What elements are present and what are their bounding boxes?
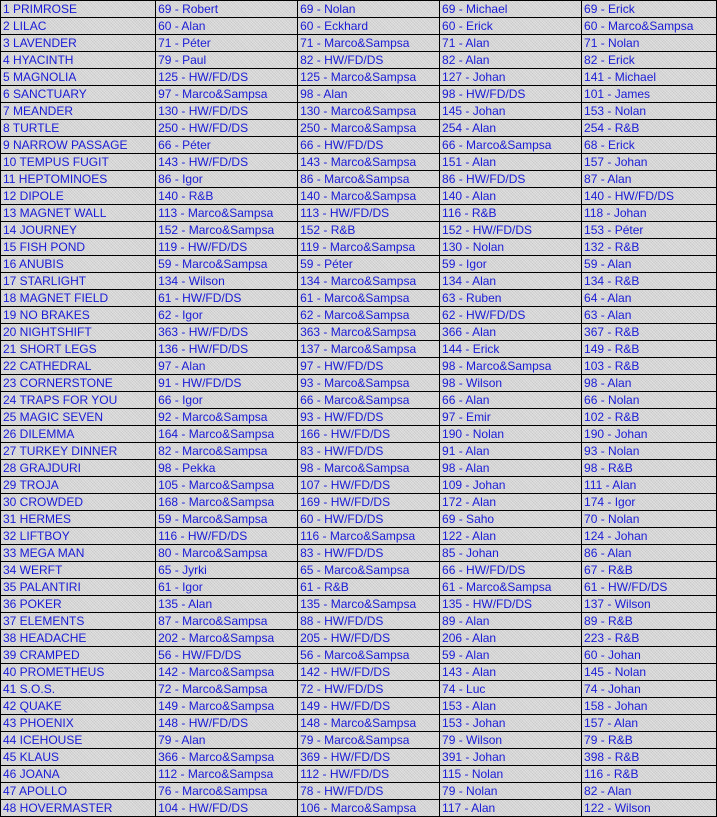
- score-cell-fourth-place: 157 - Alan: [582, 715, 716, 731]
- score-cell-second-place: 71 - Marco&Sampsa: [298, 35, 439, 51]
- score-cell-fourth-place: 74 - Johan: [582, 681, 716, 697]
- table-row: [1, 698, 716, 714]
- score-cell-fourth-place: 93 - Nolan: [582, 443, 716, 459]
- score-cell-second-place: 113 - HW/FD/DS: [298, 205, 439, 221]
- score-cell-fourth-place: 124 - Johan: [582, 528, 716, 544]
- score-cell-first-place: 66 - Igor: [156, 392, 297, 408]
- score-cell-first-place: 250 - HW/FD/DS: [156, 120, 297, 136]
- score-cell-fourth-place: 158 - Johan: [582, 698, 716, 714]
- score-cell-first-place: 79 - Paul: [156, 52, 297, 68]
- table-row: [1, 511, 716, 527]
- score-cell-fourth-place: 63 - Alan: [582, 307, 716, 323]
- level-name-cell: 35 PALANTIRI: [1, 579, 155, 595]
- score-cell-first-place: 112 - Marco&Sampsa: [156, 766, 297, 782]
- score-cell-fourth-place: 71 - Nolan: [582, 35, 716, 51]
- score-cell-fourth-place: 174 - Igor: [582, 494, 716, 510]
- score-cell-second-place: 65 - Marco&Sampsa: [298, 562, 439, 578]
- level-name-cell: 33 MEGA MAN: [1, 545, 155, 561]
- level-name-cell: 4 HYACINTH: [1, 52, 155, 68]
- level-name-cell: 14 JOURNEY: [1, 222, 155, 238]
- score-cell-first-place: 69 - Robert: [156, 1, 297, 17]
- score-cell-fourth-place: 367 - R&B: [582, 324, 716, 340]
- score-cell-third-place: 153 - Johan: [440, 715, 581, 731]
- table-row: [1, 307, 716, 323]
- score-cell-fourth-place: 254 - R&B: [582, 120, 716, 136]
- level-name-cell: 43 PHOENIX: [1, 715, 155, 731]
- score-cell-second-place: 166 - HW/FD/DS: [298, 426, 439, 442]
- level-name-cell: 23 CORNERSTONE: [1, 375, 155, 391]
- table-row: [1, 409, 716, 425]
- score-cell-first-place: 104 - HW/FD/DS: [156, 800, 297, 816]
- table-row: [1, 443, 716, 459]
- score-cell-second-place: 205 - HW/FD/DS: [298, 630, 439, 646]
- level-name-cell: 48 HOVERMASTER: [1, 800, 155, 816]
- table-row: [1, 800, 716, 816]
- score-cell-first-place: 71 - Péter: [156, 35, 297, 51]
- table-row: [1, 630, 716, 646]
- table-row: [1, 749, 716, 765]
- score-cell-fourth-place: 61 - HW/FD/DS: [582, 579, 716, 595]
- score-cell-second-place: 60 - Eckhard: [298, 18, 439, 34]
- score-cell-fourth-place: 134 - R&B: [582, 273, 716, 289]
- level-name-cell: 25 MAGIC SEVEN: [1, 409, 155, 425]
- score-cell-second-place: 97 - HW/FD/DS: [298, 358, 439, 374]
- score-cell-second-place: 148 - Marco&Sampsa: [298, 715, 439, 731]
- table-row: [1, 562, 716, 578]
- score-cell-third-place: 69 - Saho: [440, 511, 581, 527]
- score-cell-fourth-place: 116 - R&B: [582, 766, 716, 782]
- score-cell-fourth-place: 157 - Johan: [582, 154, 716, 170]
- score-cell-first-place: 79 - Alan: [156, 732, 297, 748]
- table-row: [1, 18, 716, 34]
- level-name-cell: 45 KLAUS: [1, 749, 155, 765]
- level-name-cell: 5 MAGNOLIA: [1, 69, 155, 85]
- level-name-cell: 39 CRAMPED: [1, 647, 155, 663]
- score-cell-third-place: 366 - Alan: [440, 324, 581, 340]
- score-cell-third-place: 61 - Marco&Sampsa: [440, 579, 581, 595]
- score-cell-third-place: 98 - Marco&Sampsa: [440, 358, 581, 374]
- score-cell-second-place: 135 - Marco&Sampsa: [298, 596, 439, 612]
- score-cell-third-place: 109 - Johan: [440, 477, 581, 493]
- table-row: [1, 120, 716, 136]
- score-cell-first-place: 56 - HW/FD/DS: [156, 647, 297, 663]
- level-name-cell: 30 CROWDED: [1, 494, 155, 510]
- score-cell-third-place: 74 - Luc: [440, 681, 581, 697]
- score-cell-fourth-place: 82 - Alan: [582, 783, 716, 799]
- table-row: [1, 783, 716, 799]
- level-name-cell: 44 ICEHOUSE: [1, 732, 155, 748]
- score-cell-first-place: 59 - Marco&Sampsa: [156, 256, 297, 272]
- score-cell-second-place: 86 - Marco&Sampsa: [298, 171, 439, 187]
- level-name-cell: 16 ANUBIS: [1, 256, 155, 272]
- score-cell-fourth-place: 66 - Nolan: [582, 392, 716, 408]
- score-cell-first-place: 152 - Marco&Sampsa: [156, 222, 297, 238]
- table-row: [1, 579, 716, 595]
- score-cell-third-place: 151 - Alan: [440, 154, 581, 170]
- score-cell-second-place: 152 - R&B: [298, 222, 439, 238]
- score-cell-second-place: 93 - HW/FD/DS: [298, 409, 439, 425]
- score-cell-second-place: 79 - Marco&Sampsa: [298, 732, 439, 748]
- score-cell-fourth-place: 67 - R&B: [582, 562, 716, 578]
- score-cell-second-place: 83 - HW/FD/DS: [298, 443, 439, 459]
- score-cell-fourth-place: 132 - R&B: [582, 239, 716, 255]
- level-name-cell: 19 NO BRAKES: [1, 307, 155, 323]
- level-name-cell: 32 LIFTBOY: [1, 528, 155, 544]
- table-row: [1, 188, 716, 204]
- score-cell-third-place: 135 - HW/FD/DS: [440, 596, 581, 612]
- score-cell-fourth-place: 82 - Erick: [582, 52, 716, 68]
- table-row: [1, 664, 716, 680]
- score-cell-third-place: 98 - Alan: [440, 460, 581, 476]
- table-row: [1, 528, 716, 544]
- score-cell-fourth-place: 64 - Alan: [582, 290, 716, 306]
- score-cell-third-place: 172 - Alan: [440, 494, 581, 510]
- score-cell-third-place: 91 - Alan: [440, 443, 581, 459]
- table-row: [1, 494, 716, 510]
- table-row: [1, 222, 716, 238]
- score-cell-second-place: 61 - Marco&Sampsa: [298, 290, 439, 306]
- score-cell-third-place: 117 - Alan: [440, 800, 581, 816]
- score-cell-third-place: 85 - Johan: [440, 545, 581, 561]
- score-cell-first-place: 97 - Alan: [156, 358, 297, 374]
- score-cell-fourth-place: 69 - Erick: [582, 1, 716, 17]
- level-name-cell: 46 JOANA: [1, 766, 155, 782]
- level-name-cell: 40 PROMETHEUS: [1, 664, 155, 680]
- score-cell-third-place: 66 - Marco&Sampsa: [440, 137, 581, 153]
- level-name-cell: 26 DILEMMA: [1, 426, 155, 442]
- score-cell-fourth-place: 153 - Nolan: [582, 103, 716, 119]
- score-cell-third-place: 59 - Igor: [440, 256, 581, 272]
- score-cell-first-place: 65 - Jyrki: [156, 562, 297, 578]
- table-row: [1, 392, 716, 408]
- table-row: [1, 545, 716, 561]
- table-row: [1, 239, 716, 255]
- score-cell-fourth-place: 111 - Alan: [582, 477, 716, 493]
- score-cell-second-place: 93 - Marco&Sampsa: [298, 375, 439, 391]
- table-row: [1, 35, 716, 51]
- score-cell-first-place: 134 - Wilson: [156, 273, 297, 289]
- table-row: [1, 613, 716, 629]
- score-cell-third-place: 89 - Alan: [440, 613, 581, 629]
- table-row: [1, 324, 716, 340]
- score-cell-second-place: 98 - Alan: [298, 86, 439, 102]
- level-name-cell: 21 SHORT LEGS: [1, 341, 155, 357]
- score-cell-first-place: 119 - HW/FD/DS: [156, 239, 297, 255]
- highscore-table-body: [1, 1, 716, 816]
- level-name-cell: 29 TROJA: [1, 477, 155, 493]
- level-name-cell: 27 TURKEY DINNER: [1, 443, 155, 459]
- score-cell-fourth-place: 103 - R&B: [582, 358, 716, 374]
- score-cell-third-place: 86 - HW/FD/DS: [440, 171, 581, 187]
- score-cell-second-place: 98 - Marco&Sampsa: [298, 460, 439, 476]
- score-cell-first-place: 86 - Igor: [156, 171, 297, 187]
- table-row: [1, 52, 716, 68]
- level-name-cell: 10 TEMPUS FUGIT: [1, 154, 155, 170]
- level-name-cell: 24 TRAPS FOR YOU: [1, 392, 155, 408]
- score-cell-second-place: 149 - HW/FD/DS: [298, 698, 439, 714]
- score-cell-fourth-place: 149 - R&B: [582, 341, 716, 357]
- score-cell-third-place: 71 - Alan: [440, 35, 581, 51]
- score-cell-third-place: 153 - Alan: [440, 698, 581, 714]
- score-cell-second-place: 137 - Marco&Sampsa: [298, 341, 439, 357]
- score-cell-second-place: 78 - HW/FD/DS: [298, 783, 439, 799]
- score-cell-second-place: 142 - HW/FD/DS: [298, 664, 439, 680]
- score-cell-first-place: 140 - R&B: [156, 188, 297, 204]
- level-name-cell: 18 MAGNET FIELD: [1, 290, 155, 306]
- level-name-cell: 3 LAVENDER: [1, 35, 155, 51]
- score-cell-third-place: 152 - HW/FD/DS: [440, 222, 581, 238]
- score-cell-second-place: 62 - Marco&Sampsa: [298, 307, 439, 323]
- score-cell-first-place: 116 - HW/FD/DS: [156, 528, 297, 544]
- score-cell-third-place: 79 - Nolan: [440, 783, 581, 799]
- table-row: [1, 1, 716, 17]
- score-cell-second-place: 82 - HW/FD/DS: [298, 52, 439, 68]
- score-cell-first-place: 363 - HW/FD/DS: [156, 324, 297, 340]
- score-cell-third-place: 115 - Nolan: [440, 766, 581, 782]
- table-row: [1, 460, 716, 476]
- table-row: [1, 375, 716, 391]
- score-cell-third-place: 190 - Nolan: [440, 426, 581, 442]
- level-name-cell: 15 FISH POND: [1, 239, 155, 255]
- table-row: [1, 341, 716, 357]
- score-cell-fourth-place: 118 - Johan: [582, 205, 716, 221]
- score-cell-first-place: 168 - Marco&Sampsa: [156, 494, 297, 510]
- level-name-cell: 31 HERMES: [1, 511, 155, 527]
- table-row: [1, 205, 716, 221]
- score-cell-fourth-place: 60 - Marco&Sampsa: [582, 18, 716, 34]
- score-cell-first-place: 366 - Marco&Sampsa: [156, 749, 297, 765]
- score-cell-second-place: 112 - HW/FD/DS: [298, 766, 439, 782]
- score-cell-first-place: 143 - HW/FD/DS: [156, 154, 297, 170]
- score-cell-first-place: 130 - HW/FD/DS: [156, 103, 297, 119]
- score-cell-first-place: 92 - Marco&Sampsa: [156, 409, 297, 425]
- score-cell-second-place: 72 - HW/FD/DS: [298, 681, 439, 697]
- score-cell-third-place: 140 - Alan: [440, 188, 581, 204]
- score-cell-first-place: 149 - Marco&Sampsa: [156, 698, 297, 714]
- table-row: [1, 477, 716, 493]
- score-cell-third-place: 66 - Alan: [440, 392, 581, 408]
- score-cell-first-place: 125 - HW/FD/DS: [156, 69, 297, 85]
- score-cell-second-place: 250 - Marco&Sampsa: [298, 120, 439, 136]
- score-cell-third-place: 59 - Alan: [440, 647, 581, 663]
- score-cell-third-place: 145 - Johan: [440, 103, 581, 119]
- score-cell-fourth-place: 60 - Johan: [582, 647, 716, 663]
- level-name-cell: 37 ELEMENTS: [1, 613, 155, 629]
- score-cell-third-place: 82 - Alan: [440, 52, 581, 68]
- score-cell-third-place: 134 - Alan: [440, 273, 581, 289]
- level-name-cell: 42 QUAKE: [1, 698, 155, 714]
- score-cell-second-place: 83 - HW/FD/DS: [298, 545, 439, 561]
- score-cell-fourth-place: 140 - HW/FD/DS: [582, 188, 716, 204]
- level-name-cell: 13 MAGNET WALL: [1, 205, 155, 221]
- score-cell-third-place: 98 - HW/FD/DS: [440, 86, 581, 102]
- level-name-cell: 47 APOLLO: [1, 783, 155, 799]
- table-row: [1, 103, 716, 119]
- score-cell-first-place: 148 - HW/FD/DS: [156, 715, 297, 731]
- score-cell-second-place: 119 - Marco&Sampsa: [298, 239, 439, 255]
- score-cell-third-place: 391 - Johan: [440, 749, 581, 765]
- score-cell-fourth-place: 98 - R&B: [582, 460, 716, 476]
- score-cell-second-place: 88 - HW/FD/DS: [298, 613, 439, 629]
- score-cell-fourth-place: 122 - Wilson: [582, 800, 716, 816]
- score-cell-fourth-place: 59 - Alan: [582, 256, 716, 272]
- score-cell-first-place: 98 - Pekka: [156, 460, 297, 476]
- table-row: [1, 154, 716, 170]
- table-row: [1, 647, 716, 663]
- score-cell-first-place: 105 - Marco&Sampsa: [156, 477, 297, 493]
- score-cell-fourth-place: 398 - R&B: [582, 749, 716, 765]
- score-cell-third-place: 66 - HW/FD/DS: [440, 562, 581, 578]
- table-row: [1, 273, 716, 289]
- score-cell-second-place: 143 - Marco&Sampsa: [298, 154, 439, 170]
- score-cell-first-place: 142 - Marco&Sampsa: [156, 664, 297, 680]
- score-cell-second-place: 106 - Marco&Sampsa: [298, 800, 439, 816]
- score-cell-second-place: 66 - HW/FD/DS: [298, 137, 439, 153]
- score-cell-second-place: 363 - Marco&Sampsa: [298, 324, 439, 340]
- score-cell-first-place: 87 - Marco&Sampsa: [156, 613, 297, 629]
- score-cell-first-place: 62 - Igor: [156, 307, 297, 323]
- level-name-cell: 7 MEANDER: [1, 103, 155, 119]
- score-cell-second-place: 130 - Marco&Sampsa: [298, 103, 439, 119]
- level-name-cell: 28 GRAJDURI: [1, 460, 155, 476]
- score-cell-third-place: 144 - Erick: [440, 341, 581, 357]
- level-name-cell: 9 NARROW PASSAGE: [1, 137, 155, 153]
- score-cell-fourth-place: 153 - Péter: [582, 222, 716, 238]
- score-cell-second-place: 69 - Nolan: [298, 1, 439, 17]
- score-cell-fourth-place: 101 - James: [582, 86, 716, 102]
- score-cell-third-place: 130 - Nolan: [440, 239, 581, 255]
- score-cell-fourth-place: 79 - R&B: [582, 732, 716, 748]
- score-cell-fourth-place: 68 - Erick: [582, 137, 716, 153]
- score-cell-fourth-place: 223 - R&B: [582, 630, 716, 646]
- score-cell-first-place: 80 - Marco&Sampsa: [156, 545, 297, 561]
- table-row: [1, 681, 716, 697]
- score-cell-first-place: 72 - Marco&Sampsa: [156, 681, 297, 697]
- score-cell-first-place: 202 - Marco&Sampsa: [156, 630, 297, 646]
- score-cell-fourth-place: 137 - Wilson: [582, 596, 716, 612]
- score-cell-fourth-place: 89 - R&B: [582, 613, 716, 629]
- level-name-cell: 12 DIPOLE: [1, 188, 155, 204]
- score-cell-first-place: 82 - Marco&Sampsa: [156, 443, 297, 459]
- score-cell-first-place: 60 - Alan: [156, 18, 297, 34]
- score-cell-second-place: 125 - Marco&Sampsa: [298, 69, 439, 85]
- score-cell-fourth-place: 87 - Alan: [582, 171, 716, 187]
- score-cell-first-place: 91 - HW/FD/DS: [156, 375, 297, 391]
- score-cell-first-place: 97 - Marco&Sampsa: [156, 86, 297, 102]
- score-cell-second-place: 60 - HW/FD/DS: [298, 511, 439, 527]
- score-cell-third-place: 62 - HW/FD/DS: [440, 307, 581, 323]
- level-name-cell: 11 HEPTOMINOES: [1, 171, 155, 187]
- table-row: [1, 290, 716, 306]
- table-row: [1, 358, 716, 374]
- score-cell-second-place: 56 - Marco&Sampsa: [298, 647, 439, 663]
- score-cell-fourth-place: 145 - Nolan: [582, 664, 716, 680]
- score-cell-third-place: 63 - Ruben: [440, 290, 581, 306]
- table-row: [1, 171, 716, 187]
- score-cell-second-place: 169 - HW/FD/DS: [298, 494, 439, 510]
- score-cell-first-place: 76 - Marco&Sampsa: [156, 783, 297, 799]
- score-cell-second-place: 107 - HW/FD/DS: [298, 477, 439, 493]
- table-row: [1, 715, 716, 731]
- level-name-cell: 17 STARLIGHT: [1, 273, 155, 289]
- table-row: [1, 596, 716, 612]
- score-cell-first-place: 61 - HW/FD/DS: [156, 290, 297, 306]
- score-cell-second-place: 369 - HW/FD/DS: [298, 749, 439, 765]
- score-cell-third-place: 97 - Emir: [440, 409, 581, 425]
- level-name-cell: 1 PRIMROSE: [1, 1, 155, 17]
- score-cell-fourth-place: 86 - Alan: [582, 545, 716, 561]
- score-cell-third-place: 98 - Wilson: [440, 375, 581, 391]
- score-cell-fourth-place: 141 - Michael: [582, 69, 716, 85]
- level-name-cell: 36 POKER: [1, 596, 155, 612]
- score-cell-third-place: 127 - Johan: [440, 69, 581, 85]
- score-cell-first-place: 164 - Marco&Sampsa: [156, 426, 297, 442]
- level-name-cell: 41 S.O.S.: [1, 681, 155, 697]
- score-cell-third-place: 254 - Alan: [440, 120, 581, 136]
- score-cell-second-place: 134 - Marco&Sampsa: [298, 273, 439, 289]
- score-cell-fourth-place: 190 - Johan: [582, 426, 716, 442]
- table-row: [1, 732, 716, 748]
- score-cell-second-place: 140 - Marco&Sampsa: [298, 188, 439, 204]
- score-cell-first-place: 113 - Marco&Sampsa: [156, 205, 297, 221]
- level-name-cell: 8 TURTLE: [1, 120, 155, 136]
- score-cell-second-place: 116 - Marco&Sampsa: [298, 528, 439, 544]
- score-cell-second-place: 61 - R&B: [298, 579, 439, 595]
- score-cell-second-place: 66 - Marco&Sampsa: [298, 392, 439, 408]
- level-name-cell: 20 NIGHTSHIFT: [1, 324, 155, 340]
- score-cell-third-place: 206 - Alan: [440, 630, 581, 646]
- score-cell-first-place: 59 - Marco&Sampsa: [156, 511, 297, 527]
- score-cell-first-place: 136 - HW/FD/DS: [156, 341, 297, 357]
- table-row: [1, 137, 716, 153]
- score-cell-first-place: 66 - Péter: [156, 137, 297, 153]
- score-cell-third-place: 143 - Alan: [440, 664, 581, 680]
- score-cell-fourth-place: 102 - R&B: [582, 409, 716, 425]
- score-cell-first-place: 61 - Igor: [156, 579, 297, 595]
- table-row: [1, 426, 716, 442]
- score-cell-third-place: 69 - Michael: [440, 1, 581, 17]
- score-cell-third-place: 116 - R&B: [440, 205, 581, 221]
- table-row: [1, 86, 716, 102]
- level-name-cell: 22 CATHEDRAL: [1, 358, 155, 374]
- score-cell-third-place: 122 - Alan: [440, 528, 581, 544]
- table-row: [1, 766, 716, 782]
- score-cell-fourth-place: 98 - Alan: [582, 375, 716, 391]
- level-name-cell: 34 WERFT: [1, 562, 155, 578]
- score-cell-second-place: 59 - Péter: [298, 256, 439, 272]
- table-row: [1, 69, 716, 85]
- score-cell-fourth-place: 70 - Nolan: [582, 511, 716, 527]
- score-cell-third-place: 79 - Wilson: [440, 732, 581, 748]
- level-name-cell: 6 SANCTUARY: [1, 86, 155, 102]
- level-name-cell: 2 LILAC: [1, 18, 155, 34]
- level-name-cell: 38 HEADACHE: [1, 630, 155, 646]
- table-row: [1, 256, 716, 272]
- score-cell-third-place: 60 - Erick: [440, 18, 581, 34]
- score-cell-first-place: 135 - Alan: [156, 596, 297, 612]
